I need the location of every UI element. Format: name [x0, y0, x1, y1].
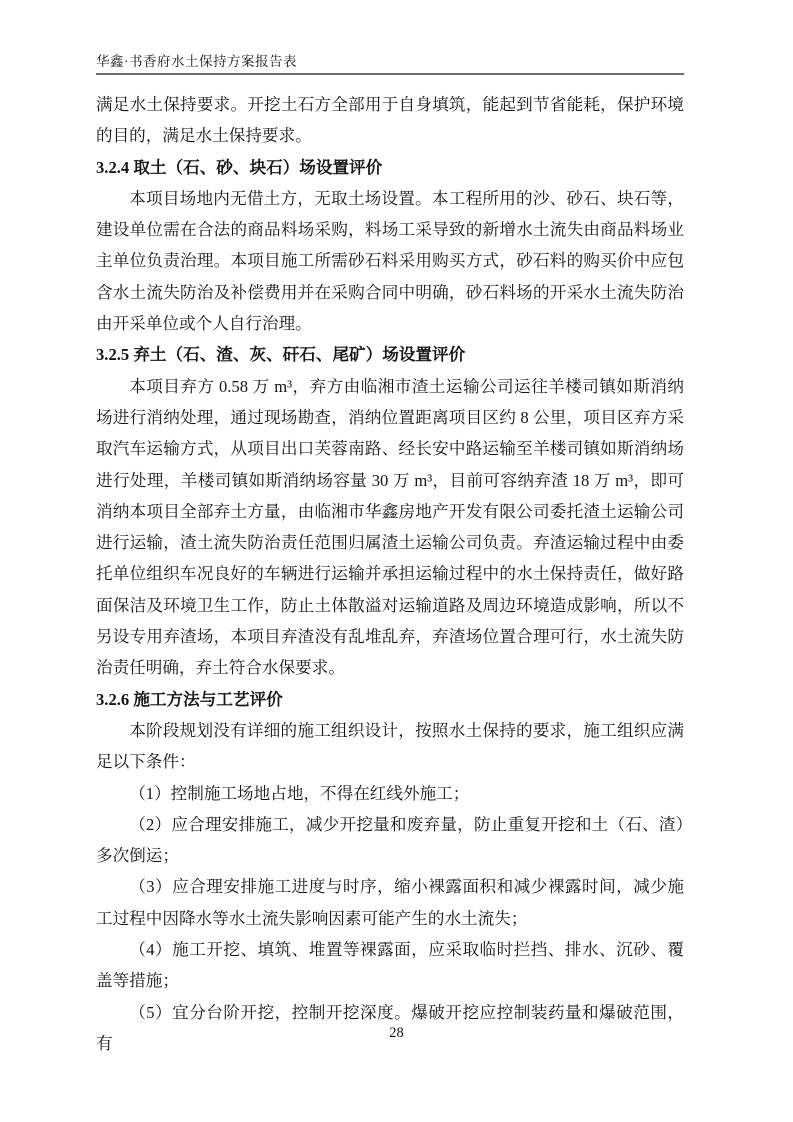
paragraph-continuation: 满足水土保持要求。开挖土石方全部用于自身填筑，能起到节省能耗，保护环境的目的，满足水土保持要求。 [96, 95, 684, 146]
paragraph-construction-intro: 本阶段规划没有详细的施工组织设计，按照水土保持的要求，施工组织应满足以下条件： [96, 720, 684, 772]
page-header [96, 53, 684, 75]
document-content [96, 89, 684, 1059]
list-item-1: （1）控制施工场地占地，不得在红线外施工； [129, 783, 470, 803]
section-heading-3-2-5: 3.2.5 弃土（石、渣、灰、矸石、尾矿）场设置评价 [96, 345, 466, 365]
list-item-5: （5）宜分台阶开挖，控制开挖深度。爆破开挖应控制装药量和爆破范围，有 [96, 1002, 684, 1053]
list-item-3: （3）应合理安排施工进度与时序，缩小裸露面积和减少裸露时间，减少施工过程中因降水等水土流失影响因素可能产生的水土流失； [96, 877, 684, 928]
list-item-2: （2）应合理安排施工，减少开挖量和废弃量，防止重复开挖和土（石、渣）多次倒运； [96, 814, 684, 866]
list-item-4: （4）施工开挖、填筑、堆置等裸露面，应采取临时拦挡、排水、沉砂、覆盖等措施； [96, 940, 684, 991]
paragraph-borrow-site: 本项目场地内无借土方，无取土场设置。本工程所用的沙、砂石、块石等，建设单位需在合法的商品料场采购，料场工采导致的新增水土流失由商品料场业主单位负责治理。本项目施工所需砂石料采用购买方式，砂石料的购买价中应包含水土流失防治及补偿费用并在采购合同中明确，砂石料场的开采水土流失防治由开采单位或个人自行治理。 [96, 188, 684, 334]
paragraph-spoil-site: 本项目弃方 0.58 万 m³，弃方由临湘市渣土运输公司运往羊楼司镇如斯消纳场进行消纳处理，通过现场勘查，消纳位置距离项目区约 8 公里，项目区弃方采取汽车运输方式，从项目出口芙蓉南路、经长安中路运输至羊楼司镇如斯消纳场进行处理，羊楼司镇如斯消纳场容量 30 万 m³，目前可容纳弃渣 18 万 m³，即可消纳本项目全部弃土方量，由临湘市华鑫房地产开发有限公司委托渣土运输公司进行运输，渣土流失防治责任范围归属渣土运输公司负责。弃渣运输过程中由委托单位组织车况良好的车辆进行运输并承担运输过程中的水土保持责任，做好路面保洁及环境卫生工作，防止土体散溢对运输道路及周边环境造成影响，所以不另设专用弃渣场，本项目弃渣没有乱堆乱弃，弃渣场位置合理可行，水土流失防治责任明确，弃土符合水保要求。 [96, 376, 684, 678]
header-title: 华鑫·书香府水土保持方案报告表 [96, 54, 297, 69]
section-heading-3-2-4: 3.2.4 取土（石、砂、块石）场设置评价 [96, 157, 383, 177]
section-heading-3-2-6: 3.2.6 施工方法与工艺评价 [96, 689, 283, 709]
page-number: 28 [389, 1025, 404, 1041]
